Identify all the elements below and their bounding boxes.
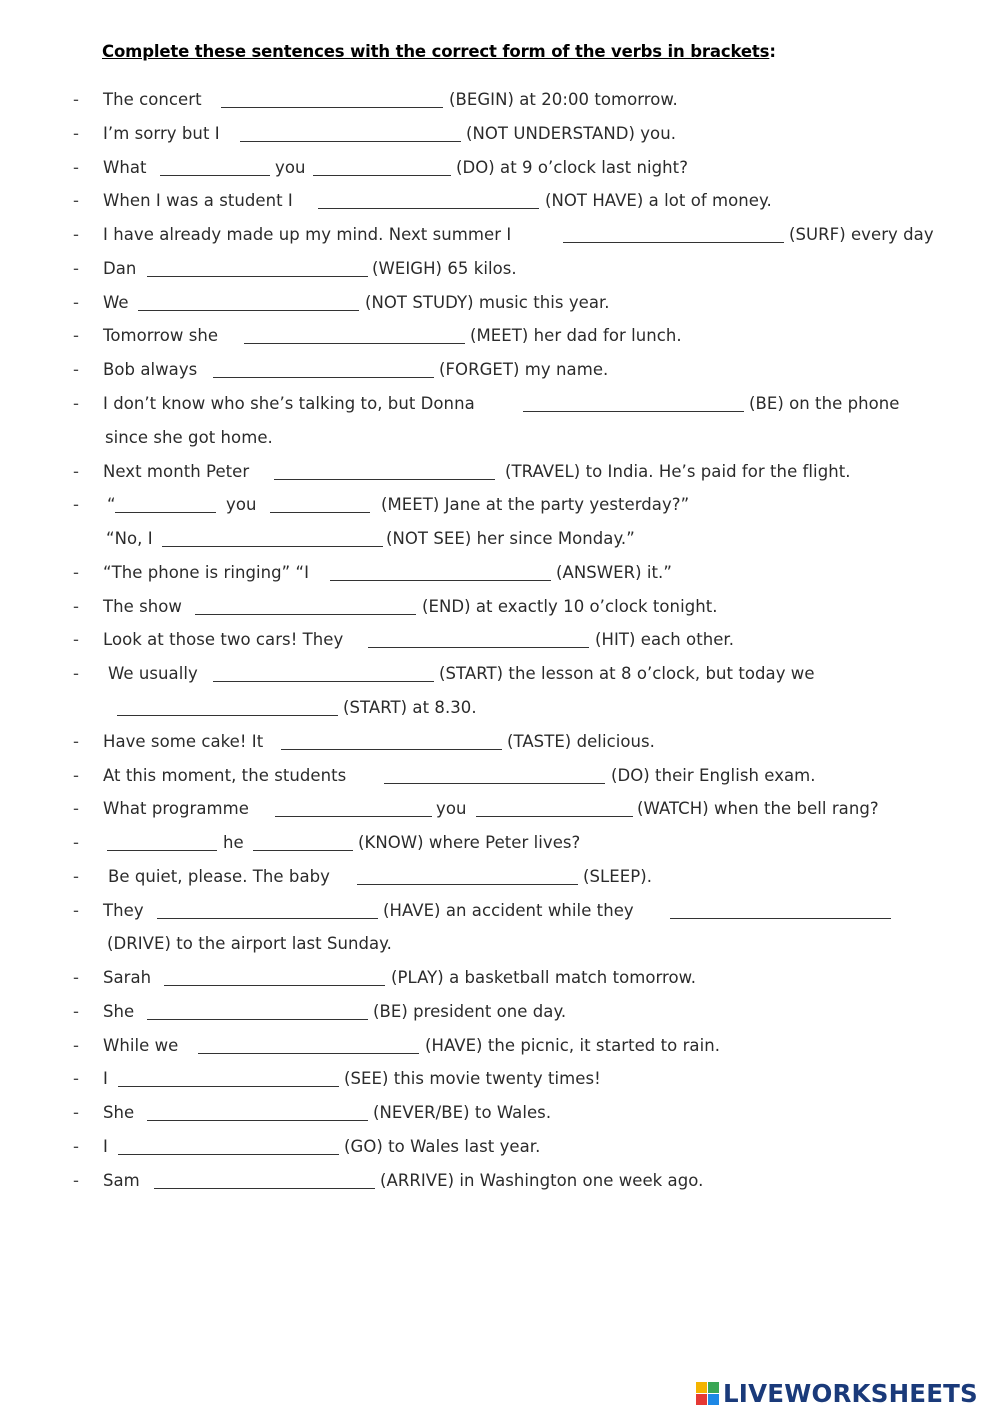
sentence-row [0, 423, 1000, 453]
sentence-text: (NOT UNDERSTAND) you. [466, 124, 677, 143]
sentence-row [0, 1064, 1000, 1094]
sentence-row [0, 929, 1000, 959]
sentence-text: “The phone is ringing” “I [103, 563, 310, 582]
bullet-dash: - [73, 293, 80, 312]
answer-blank[interactable] [198, 1052, 419, 1054]
bullet-dash: - [73, 563, 80, 582]
sentence-text: (NOT STUDY) music this year. [365, 293, 610, 312]
sentence-row [0, 558, 1000, 588]
sentence-text: (WATCH) when the bell rang? [637, 799, 879, 818]
answer-blank[interactable] [147, 1119, 368, 1121]
answer-blank[interactable] [195, 613, 416, 615]
sentence-text: They [103, 901, 144, 920]
bullet-dash: - [73, 1069, 80, 1088]
bullet-dash: - [73, 901, 80, 920]
sentence-row [0, 119, 1000, 149]
sentence-text: (START) the lesson at 8 o’clock, but today we [439, 664, 815, 683]
sentence-row [0, 625, 1000, 655]
sentence-text: (HAVE) the picnic, it started to rain. [425, 1036, 721, 1055]
sentence-text: I have already made up my mind. Next summer I [103, 225, 512, 244]
answer-blank[interactable] [240, 140, 461, 142]
logo-square-3 [696, 1394, 707, 1405]
sentence-text: (NEVER/BE) to Wales. [373, 1103, 552, 1122]
sentence-text: you [226, 495, 257, 514]
sentence-row [0, 254, 1000, 284]
sentence-row [0, 186, 1000, 216]
sentence-row [0, 997, 1000, 1027]
answer-blank[interactable] [318, 207, 539, 209]
sentence-text: (SEE) this movie twenty times! [344, 1069, 601, 1088]
sentence-row [0, 457, 1000, 487]
sentence-row [0, 389, 1000, 419]
sentence-text: Sarah [103, 968, 152, 987]
sentence-text: She [103, 1002, 135, 1021]
bullet-dash: - [73, 158, 80, 177]
bullet-dash: - [73, 495, 80, 514]
sentence-text: (DO) at 9 o’clock last night? [456, 158, 688, 177]
sentence-text: (TRAVEL) to India. He’s paid for the flight. [505, 462, 851, 481]
sentence-text: Be quiet, please. The baby [108, 867, 330, 886]
sentence-text: Tomorrow she [103, 326, 219, 345]
sentence-text: (ANSWER) it.” [556, 563, 672, 582]
sentence-text: (TASTE) delicious. [507, 732, 655, 751]
sentence-text: (END) at exactly 10 o’clock tonight. [422, 597, 718, 616]
sentence-row [0, 524, 1000, 554]
answer-blank[interactable] [357, 883, 578, 885]
liveworksheets-logo [696, 1376, 978, 1410]
sentence-text: Bob always [103, 360, 198, 379]
sentence-text: (MEET) her dad for lunch. [470, 326, 682, 345]
sentence-text: (START) at 8.30. [343, 698, 477, 717]
sentence-text: (MEET) Jane at the party yesterday?” [381, 495, 690, 514]
sentence-row [0, 761, 1000, 791]
sentence-text: (KNOW) where Peter lives? [358, 833, 581, 852]
answer-blank[interactable] [368, 646, 589, 648]
sentence-text: While we [103, 1036, 179, 1055]
title-text: Complete these sentences with the correct form of the verbs in brackets [102, 42, 770, 61]
logo-square-1 [696, 1382, 707, 1393]
sentence-text: (BEGIN) at 20:00 tomorrow. [449, 90, 678, 109]
sentence-text: (SLEEP). [583, 867, 652, 886]
bullet-dash: - [73, 360, 80, 379]
logo-text: LIVEWORKSHEETS [723, 1378, 978, 1408]
sentence-text: We [103, 293, 129, 312]
sentence-text: since she got home. [105, 428, 273, 447]
bullet-dash: - [73, 225, 80, 244]
bullet-dash: - [73, 833, 80, 852]
bullet-dash: - [73, 799, 80, 818]
bullet-dash: - [73, 1036, 80, 1055]
sentence-row [0, 794, 1000, 824]
sentence-text: Look at those two cars! They [103, 630, 344, 649]
sentence-text: (NOT SEE) her since Monday.” [386, 529, 635, 548]
sentence-text: (GO) to Wales last year. [344, 1137, 541, 1156]
answer-blank[interactable] [670, 917, 891, 919]
sentence-text: When I was a student I [103, 191, 293, 210]
answer-blank[interactable] [384, 782, 605, 784]
answer-blank[interactable] [563, 241, 784, 243]
sentence-text: (HAVE) an accident while they [383, 901, 634, 920]
sentence-text: (PLAY) a basketball match tomorrow. [391, 968, 696, 987]
answer-blank[interactable] [330, 579, 551, 581]
sentence-text: Dan [103, 259, 137, 278]
answer-blank[interactable] [118, 1085, 339, 1087]
sentence-row [0, 85, 1000, 115]
bullet-dash: - [73, 259, 80, 278]
bullet-dash: - [73, 664, 80, 683]
sentence-text: (ARRIVE) in Washington one week ago. [380, 1171, 704, 1190]
answer-blank[interactable] [157, 917, 378, 919]
bullet-dash: - [73, 394, 80, 413]
answer-blank[interactable] [164, 984, 385, 986]
sentence-row [0, 592, 1000, 622]
logo-square-4 [708, 1394, 719, 1405]
sentence-row [0, 1132, 1000, 1162]
bullet-dash: - [73, 326, 80, 345]
sentence-text: you [436, 799, 467, 818]
sentence-text: (DO) their English exam. [611, 766, 816, 785]
logo-square-2 [708, 1382, 719, 1393]
sentence-text: I [103, 1069, 108, 1088]
sentence-text: (SURF) every day [789, 225, 934, 244]
sentence-row [0, 153, 1000, 183]
sentence-text: you [275, 158, 306, 177]
bullet-dash: - [73, 1171, 80, 1190]
sentence-row [0, 659, 1000, 689]
bullet-dash: - [73, 462, 80, 481]
bullet-dash: - [73, 968, 80, 987]
sentence-text: (WEIGH) 65 kilos. [372, 259, 517, 278]
sentence-row [0, 490, 1000, 520]
answer-blank[interactable] [147, 275, 368, 277]
sentence-row [0, 355, 1000, 385]
sentence-text: “ [107, 495, 116, 514]
sentence-text: The show [103, 597, 182, 616]
sentence-text: I’m sorry but I [103, 124, 220, 143]
sentence-row [0, 862, 1000, 892]
sentence-text: (DRIVE) to the airport last Sunday. [107, 934, 392, 953]
bullet-dash: - [73, 1002, 80, 1021]
bullet-dash: - [73, 766, 80, 785]
answer-blank[interactable] [281, 748, 502, 750]
answer-blank[interactable] [160, 174, 270, 176]
sentence-row [0, 220, 1000, 250]
answer-blank[interactable] [221, 106, 443, 108]
answer-blank[interactable] [147, 1018, 368, 1020]
sentence-text: I [103, 1137, 108, 1156]
sentence-row [0, 896, 1000, 926]
logo-squares-icon [696, 1382, 719, 1405]
answer-blank[interactable] [118, 1153, 339, 1155]
sentence-text: She [103, 1103, 135, 1122]
sentence-text: Have some cake! It [103, 732, 264, 751]
bullet-dash: - [73, 90, 80, 109]
bullet-dash: - [73, 867, 80, 886]
sentence-text: (NOT HAVE) a lot of money. [545, 191, 772, 210]
answer-blank[interactable] [244, 342, 465, 344]
bullet-dash: - [73, 597, 80, 616]
sentence-row [0, 288, 1000, 318]
sentence-row [0, 1166, 1000, 1196]
answer-blank[interactable] [107, 849, 217, 851]
bullet-dash: - [73, 124, 80, 143]
sentence-row [0, 828, 1000, 858]
sentence-text: (HIT) each other. [595, 630, 735, 649]
answer-blank[interactable] [162, 545, 383, 547]
sentence-text: (FORGET) my name. [439, 360, 609, 379]
answer-blank[interactable] [274, 478, 495, 480]
sentence-text: What programme [103, 799, 249, 818]
sentence-row [0, 321, 1000, 351]
sentence-row [0, 693, 1000, 723]
bullet-dash: - [73, 1103, 80, 1122]
answer-blank[interactable] [213, 680, 434, 682]
worksheet-title [102, 42, 776, 61]
sentence-row [0, 727, 1000, 757]
answer-blank[interactable] [313, 174, 451, 176]
sentence-text: I don’t know who she’s talking to, but Donna [103, 394, 475, 413]
sentence-text: (BE) president one day. [373, 1002, 567, 1021]
answer-blank[interactable] [523, 410, 744, 412]
answer-blank[interactable] [270, 511, 370, 513]
answer-blank[interactable] [253, 849, 353, 851]
answer-blank[interactable] [117, 714, 338, 716]
title-colon: : [769, 42, 776, 61]
bullet-dash: - [73, 1137, 80, 1156]
sentence-text: Next month Peter [103, 462, 250, 481]
sentence-text: (BE) on the phone [749, 394, 900, 413]
sentence-text: The concert [103, 90, 202, 109]
answer-blank[interactable] [476, 815, 633, 817]
answer-blank[interactable] [275, 815, 432, 817]
sentence-text: At this moment, the students [103, 766, 347, 785]
sentence-text: What [103, 158, 147, 177]
sentence-row [0, 1031, 1000, 1061]
sentence-text: he [223, 833, 244, 852]
sentence-row [0, 1098, 1000, 1128]
answer-blank[interactable] [213, 376, 434, 378]
sentence-text: We usually [108, 664, 198, 683]
answer-blank[interactable] [115, 511, 216, 513]
sentence-text: Sam [103, 1171, 140, 1190]
answer-blank[interactable] [154, 1187, 375, 1189]
answer-blank[interactable] [138, 309, 359, 311]
sentence-text: “No, I [106, 529, 153, 548]
bullet-dash: - [73, 630, 80, 649]
bullet-dash: - [73, 732, 80, 751]
sentence-row [0, 963, 1000, 993]
bullet-dash: - [73, 191, 80, 210]
